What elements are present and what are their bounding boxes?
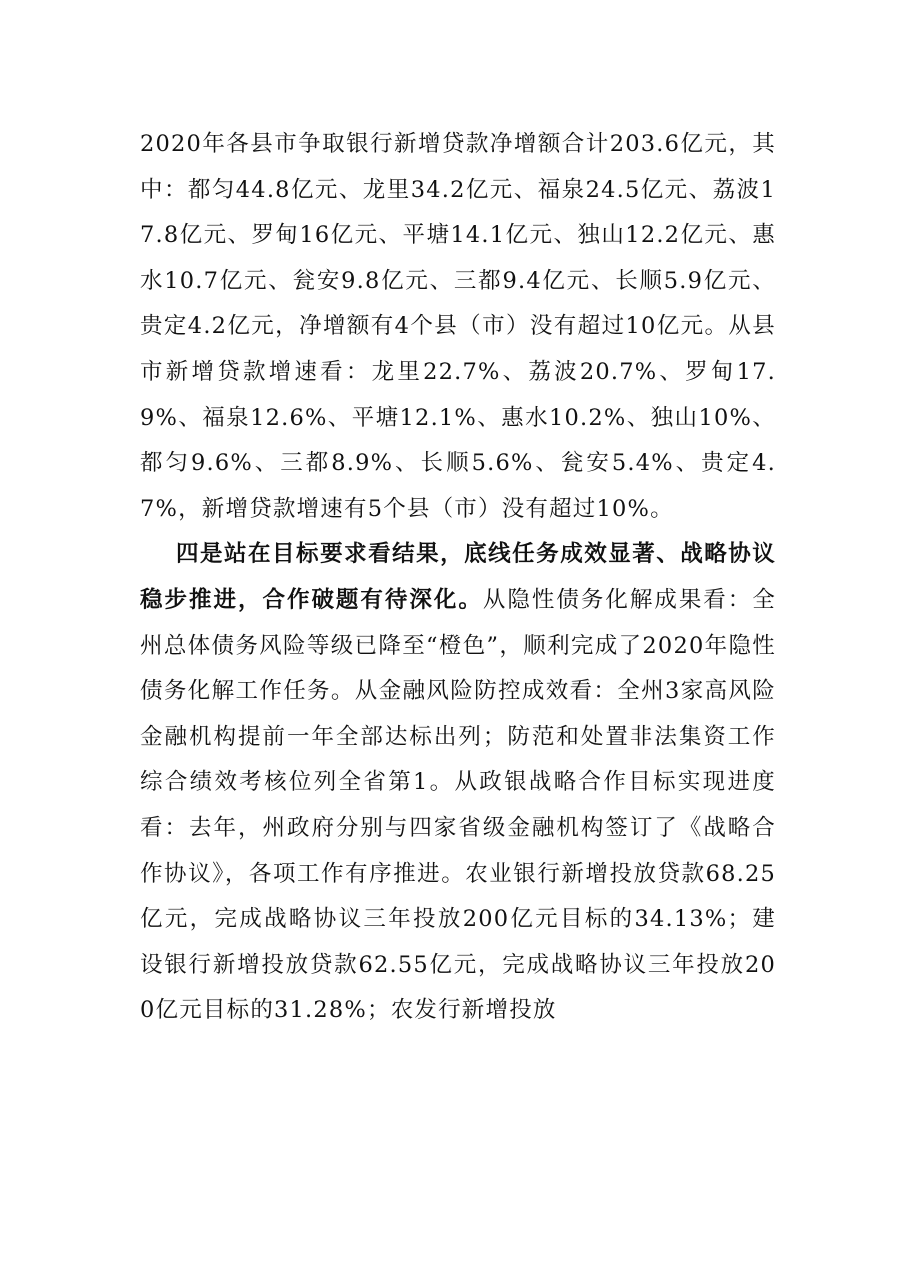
paragraph-body-text: 从隐性债务化解成果看：全州总体债务风险等级已降至“橙色”，顺利完成了2020年隐性债务化解工作任务。从金融风险防控成效看：全州3家高风险金融机构提前一年全部达标出列；防范和处置非法集资工作综合绩效考核位列全省第1。从政银战略合作目标实现进度看：去年，州政府分别与四家省级金融机构签订了《战略合作协议》，各项工作有序推进。农业银行新增投放贷款68.25亿元，完成战略协议三年投放200亿元目标的34.13%；建设银行新增投放贷款62.55亿元，完成战略协议三年投放200亿元目标的31.28%；农发行新增投放 xyxy=(140,586,776,1024)
paragraph-loan-statistics: 2020年各县市争取银行新增贷款净增额合计203.6亿元，其中：都匀44.8亿元、龙里34.2亿元、福泉24.5亿元、荔波17.8亿元、罗甸16亿元、平塘14.1亿元、独山12.2亿元、惠水10.7亿元、瓮安9.8亿元、三都9.4亿元、长顺5.9亿元、贵定4.2亿元，净增额有4个县（市）没有超过10亿元。从县市新增贷款增速看：龙里22.7%、荔波20.7%、罗甸17.9%、福泉12.6%、平塘12.1%、惠水10.2%、独山10%、都匀9.6%、三都8.9%、长顺5.6%、瓮安5.4%、贵定4.7%，新增贷款增速有5个县（市）没有超过10%。 xyxy=(140,131,776,522)
paragraph-target-results xyxy=(140,532,776,1034)
document-body xyxy=(140,122,776,1034)
paragraph-lead-heading: 四是站在目标要求看结果，底线任务成效显著、战略协议稳步推进，合作破题有待深化。 xyxy=(140,541,776,613)
